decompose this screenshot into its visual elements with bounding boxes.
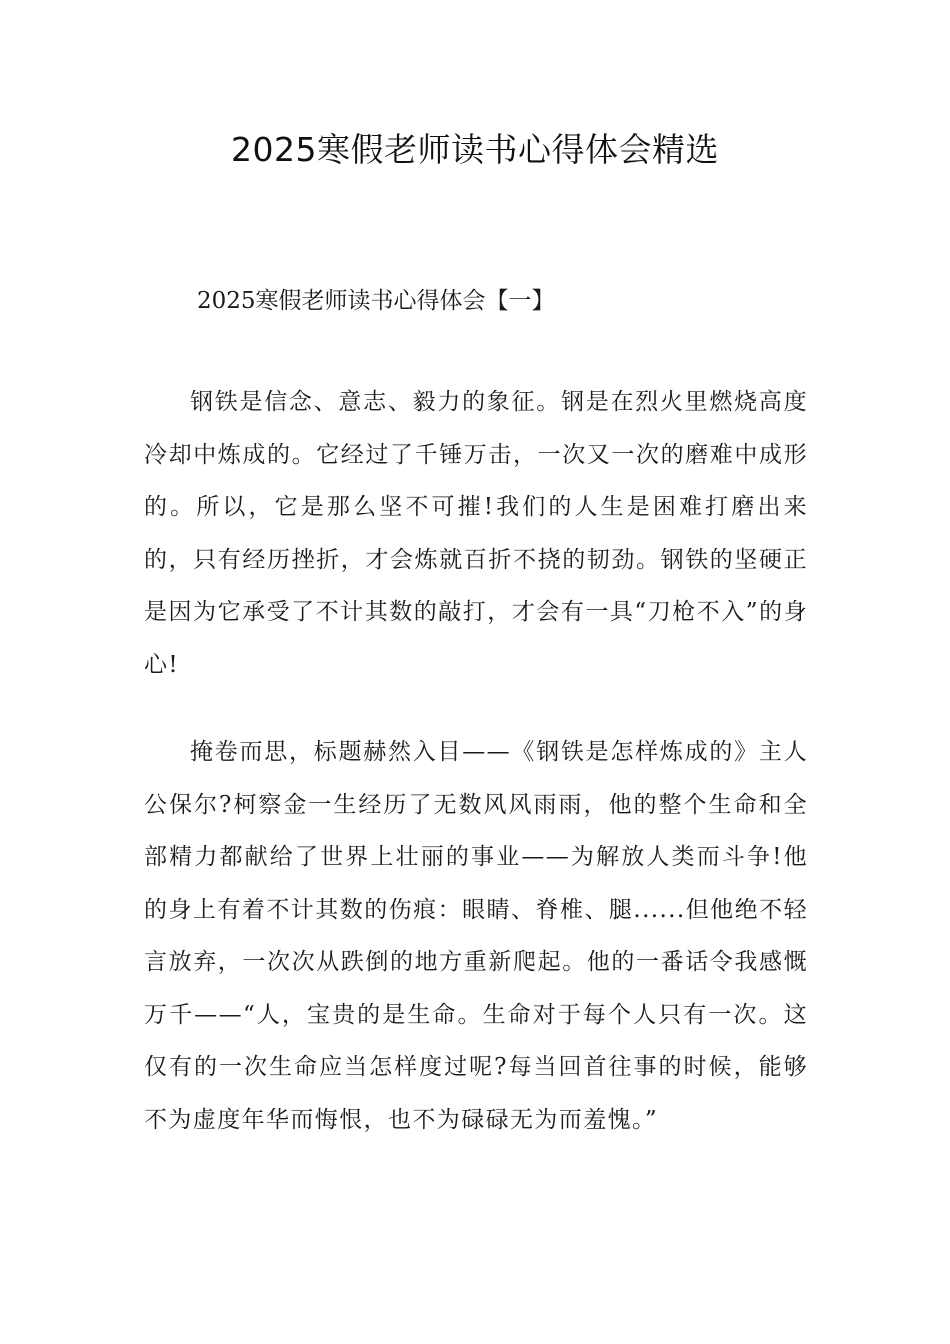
section-heading: 2025寒假老师读书心得体会【一】 [197, 288, 555, 314]
page-title: 2025寒假老师读书心得体会精选 [231, 130, 719, 169]
body-paragraph: 钢铁是信念、意志、毅力的象征。钢是在烈火里燃烧高度冷却中炼成的。它经过了千锤万击，一次又一次的磨难中成形的。所以，它是那么坚不可摧!我们的人生是困难打磨出来的，只有经历挫折，才会炼就百折不挠的韧劲。钢铁的坚硬正是因为它承受了不计其数的敲打，才会有一具“刀枪不入”的身心! [144, 389, 808, 678]
body-paragraph: 掩卷而思，标题赫然入目——《钢铁是怎样炼成的》主人公保尔?柯察金一生经历了无数风风雨雨，他的整个生命和全部精力都献给了世界上壮丽的事业——为解放人类而斗争!他的身上有着不计其数的伤痕：眼睛、脊椎、腿......但他绝不轻言放弃，一次次从跌倒的地方重新爬起。他的一番话令我感慨万千——“人，宝贵的是生命。生命对于每个人只有一次。这仅有的一次生命应当怎样度过呢?每当回首往事的时候，能够不为虚度年华而悔恨，也不为碌碌无为而羞愧。” [144, 739, 808, 1133]
